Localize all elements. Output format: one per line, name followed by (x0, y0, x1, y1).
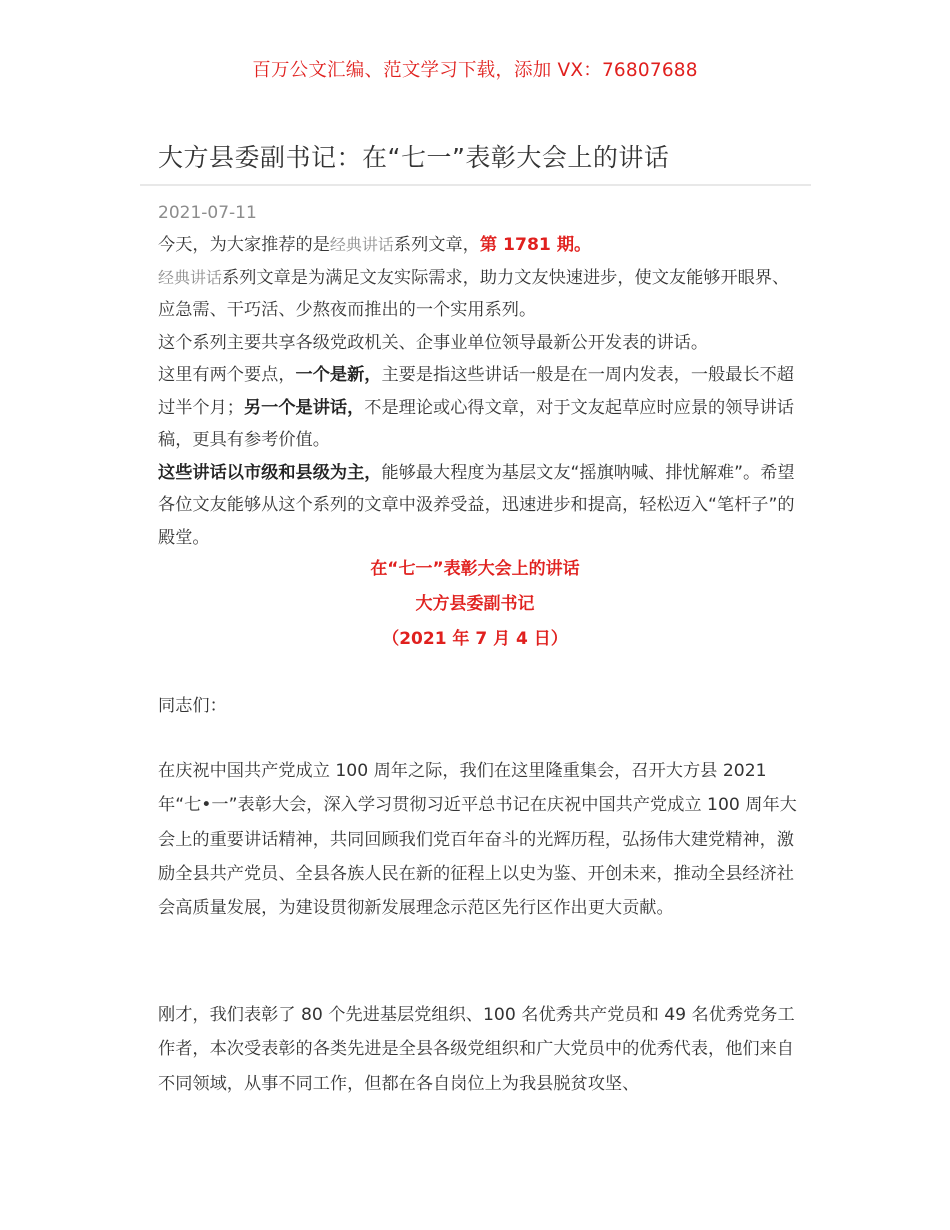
intro-paragraph-5 (158, 457, 798, 555)
series-name: 经典讲话 (158, 267, 223, 287)
key-point-speech: 另一个是讲话， (243, 397, 365, 418)
intro-paragraph-3: 这个系列主要共享各级党政机关、企事业单位领导最新公开发表的讲话。 (158, 332, 709, 353)
speech-date: （2021 年 7 月 4 日） (382, 629, 568, 649)
intro-text: 这里有两个要点， (158, 365, 296, 385)
intro-paragraph-1 (158, 229, 798, 262)
issue-number: 第 1781 期。 (479, 235, 592, 255)
promo-banner: 百万公文汇编、范文学习下载，添加 VX：76807688 (252, 60, 698, 81)
intro-paragraph-2 (158, 262, 798, 327)
publish-date: 2021-07-11 (158, 203, 257, 223)
speech-greeting: 同志们： (158, 696, 227, 716)
intro-text: 今天，为大家推荐的是 (158, 235, 330, 255)
intro-paragraph-4 (158, 359, 798, 457)
intro-text: 不是理论或心得文章，对于文友起草应时应景的领导讲话稿，更具有参考价值。 (158, 397, 794, 450)
intro-text: 系列文章是为满足文友实际需求，助力文友快速进步，使文友能够开眼界、应急需、干巧活、少熬夜而推出的一个实用系列。 (158, 267, 790, 320)
speech-title: 在“七一”表彰大会上的讲话 (370, 559, 580, 579)
series-name: 经典讲话 (329, 235, 394, 254)
speech-paragraph-1: 在庆祝中国共产党成立 100 周年之际，我们在这里隆重集会，召开大方县 2021 年“七•一”表彰大会，深入学习贯彻习近平总书记在庆祝中国共产党成立 100 周年大会上的重要讲话精神，共同回顾我们党百年奋斗的光辉历程，弘扬伟大建党精神，激励全县共产党员、全县各族人民在新的征程上以史为鉴、开创未来，推动全县经济社会高质量发展，为建设贯彻新发展理念示范区先行区作出更大贡献。 (158, 761, 797, 919)
intro-section (158, 229, 798, 554)
key-point-level: 这些讲话以市级和县级为主， (158, 462, 382, 483)
title-divider (140, 184, 811, 186)
speech-speaker: 大方县委副书记 (415, 594, 535, 614)
key-point-new: 一个是新， (295, 365, 382, 385)
article-title: 大方县委副书记：在“七一”表彰大会上的讲话 (158, 143, 670, 172)
intro-text: 系列文章， (393, 235, 480, 255)
speech-paragraph-2: 刚才，我们表彰了 80 个先进基层党组织、100 名优秀共产党员和 49 名优秀党务工作者，本次受表彰的各类先进是全县各级党组织和广大党员中的优秀代表，他们来自不同领域，从事不同工作，但都在各自岗位上为我县脱贫攻坚、 (158, 1005, 795, 1094)
intro-text: 能够最大程度为基层文友“摇旗呐喊、排忧解难”。希望各位文友能够从这个系列的文章中汲养受益，迅速进步和提高，轻松迈入“笔杆子”的殿堂。 (158, 462, 795, 548)
intro-text: 主要是指这些讲话一般是在一周内发表，一般最长不超过半个月； (158, 365, 794, 418)
